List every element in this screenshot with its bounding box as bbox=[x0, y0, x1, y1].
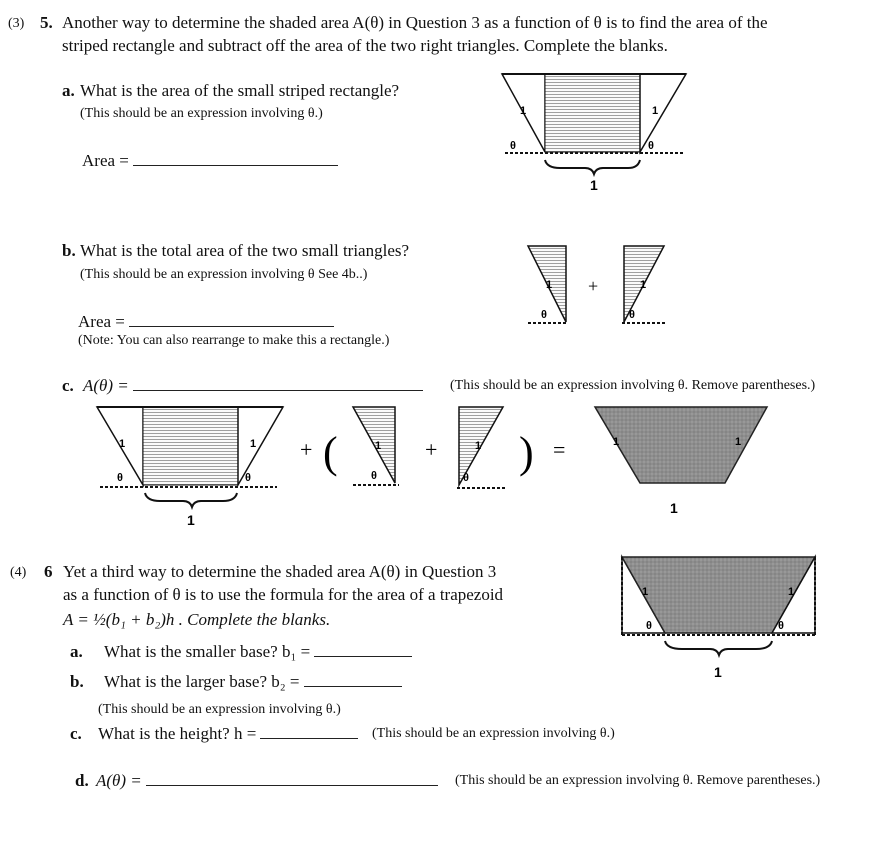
q6d-answer[interactable] bbox=[96, 771, 438, 791]
q5b-answer[interactable] bbox=[78, 312, 334, 332]
eq-angle-right: θ bbox=[245, 472, 251, 484]
angle-label-left: θ bbox=[510, 140, 516, 152]
q6b-answer[interactable] bbox=[104, 672, 402, 692]
q6-side-right: 1 bbox=[788, 586, 795, 598]
right-triangle bbox=[640, 74, 686, 152]
q6b-label: b. bbox=[70, 672, 84, 691]
q6c-answer-blank[interactable] bbox=[260, 737, 358, 739]
q5a-answer-label: Area = bbox=[82, 151, 129, 170]
q5c-answer-label: A(θ) = bbox=[83, 376, 129, 395]
tri-b-side: 1 bbox=[640, 279, 647, 291]
q5c-label: c. bbox=[62, 376, 74, 395]
eq-tri-a-angle: θ bbox=[371, 470, 377, 482]
q6c-note: (This should be an expression involving θ.) bbox=[372, 726, 615, 741]
q5b-note: (This should be an expression involving θ See 4b..) bbox=[80, 267, 368, 282]
eq-side-left: 1 bbox=[119, 438, 126, 450]
q5a-answer-blank[interactable] bbox=[133, 164, 338, 166]
q6d-note: (This should be an expression involving θ. Remove parentheses.) bbox=[455, 773, 821, 788]
eq-base-label: 1 bbox=[187, 512, 195, 528]
q6-formula: A = ½(b₁ + b₂)h . Complete the blanks. bbox=[63, 610, 331, 629]
q6b-question: What is the larger base? b₂ = bbox=[104, 672, 300, 691]
trap-side-left: 1 bbox=[613, 436, 620, 448]
eq-tri-a-side: 1 bbox=[375, 440, 382, 452]
plus-sign: + bbox=[588, 276, 599, 296]
side-label-right: 1 bbox=[652, 105, 659, 117]
q6d-answer-label: A(θ) = bbox=[96, 771, 142, 790]
q5c-answer[interactable] bbox=[83, 376, 423, 396]
base-label: 1 bbox=[590, 177, 598, 193]
q6-base-label: 1 bbox=[714, 664, 722, 680]
q5b-answer-blank[interactable] bbox=[129, 325, 334, 327]
eq-plus-1: + bbox=[300, 437, 313, 462]
q5b-figure bbox=[526, 244, 676, 334]
q5b-note2: (Note: You can also rearrange to make this a rectangle.) bbox=[78, 333, 390, 348]
tri-b-angle: θ bbox=[629, 309, 635, 321]
eq-angle-left: θ bbox=[117, 472, 123, 484]
q6-figure bbox=[620, 555, 825, 685]
eq-equals: = bbox=[553, 437, 566, 462]
q6-side-left: 1 bbox=[642, 586, 649, 598]
q5-text-line2: striped rectangle and subtract off the area of the two right triangles. Complete the blanks. bbox=[62, 36, 668, 55]
q5a-figure bbox=[500, 72, 690, 192]
q6a-answer[interactable] bbox=[104, 642, 412, 662]
q6d-label: d. bbox=[75, 771, 89, 790]
q6-number: 6 bbox=[44, 562, 53, 581]
q5a-question: What is the area of the small striped rectangle? bbox=[80, 81, 400, 100]
eq-tri-b-angle: θ bbox=[463, 472, 469, 484]
q6c-question: What is the height? h = bbox=[98, 724, 257, 743]
q5a-answer[interactable] bbox=[82, 151, 338, 171]
q6a-answer-blank[interactable] bbox=[314, 655, 412, 657]
q5c-equation-figure bbox=[95, 405, 775, 530]
q6-text-line2: as a function of θ is to use the formula for the area of a trapezoid bbox=[63, 585, 504, 604]
q6a-label: a. bbox=[70, 642, 83, 661]
eq-side-right: 1 bbox=[250, 438, 257, 450]
striped-rectangle bbox=[545, 74, 640, 152]
q5-points: (3) bbox=[8, 16, 25, 31]
q6c-answer[interactable] bbox=[98, 724, 358, 744]
q5-number: 5. bbox=[40, 13, 53, 32]
q6b-note: (This should be an expression involving θ.) bbox=[98, 702, 341, 717]
q6-angle-left: θ bbox=[646, 620, 652, 632]
eq-tri-b-side: 1 bbox=[475, 440, 482, 452]
angle-label-right: θ bbox=[648, 140, 654, 152]
q5c-answer-blank[interactable] bbox=[133, 389, 423, 391]
q5-text-line1: Another way to determine the shaded area A(θ) in Question 3 as a function of θ is to find the area of the bbox=[62, 13, 768, 32]
tri-a-side: 1 bbox=[546, 279, 553, 291]
q5a-label: a. bbox=[62, 81, 75, 100]
eq-plus-2: + bbox=[425, 437, 438, 462]
shaded-trapezoid bbox=[595, 407, 767, 483]
eq-open-paren: ( bbox=[323, 428, 338, 477]
q6-text-line1: Yet a third way to determine the shaded area A(θ) in Question 3 bbox=[63, 562, 497, 581]
q6c-label: c. bbox=[70, 724, 82, 743]
q5a-note: (This should be an expression involving θ.) bbox=[80, 106, 323, 121]
eq-close-paren: ) bbox=[519, 428, 534, 477]
q6-points: (4) bbox=[10, 565, 27, 580]
q6a-question: What is the smaller base? b₁ = bbox=[104, 642, 311, 661]
q6-angle-right: θ bbox=[778, 620, 784, 632]
side-label-left: 1 bbox=[520, 105, 527, 117]
trap-base-label: 1 bbox=[670, 500, 678, 516]
q5b-label: b. bbox=[62, 241, 76, 260]
q5c-note: (This should be an expression involving θ. Remove parentheses.) bbox=[450, 378, 816, 393]
tri-a-angle: θ bbox=[541, 309, 547, 321]
brace bbox=[545, 160, 640, 174]
q5b-question: What is the total area of the two small triangles? bbox=[80, 241, 410, 260]
q6b-answer-blank[interactable] bbox=[304, 685, 402, 687]
q6d-answer-blank[interactable] bbox=[146, 784, 438, 786]
q5b-answer-label: Area = bbox=[78, 312, 125, 331]
trap-side-right: 1 bbox=[735, 436, 742, 448]
